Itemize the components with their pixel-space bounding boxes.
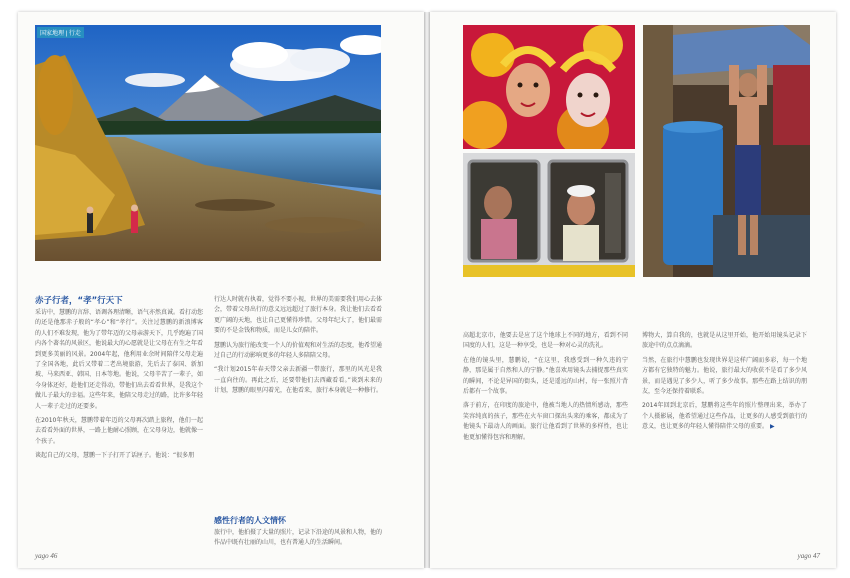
paragraph: 当然，在旅行中慧鹏也发现世界是这样广阔而多彩，每一个地方都有它独特的魅力。他说，旅行最大的收获不是看了多少风景，而是遇见了多少人，听了多少故事。那些在路上结识的朋友，至今还保持着联系。 <box>642 356 807 396</box>
boy-photo <box>643 25 810 277</box>
right-page-number: yago 47 <box>797 552 820 560</box>
landscape-photo <box>35 25 381 261</box>
text-column-4 <box>642 331 807 551</box>
left-page <box>18 12 424 568</box>
text-column-2-end <box>214 528 382 550</box>
article-title: 赤子行者，“孝”行天下 <box>35 296 123 306</box>
paragraph: “我计划2015年春天带父亲去新疆一带旅行，那里的风光是我一直向往的。再此之后，还要带他们去西藏看看。”谈到未来的计划，慧鹏的眼里闪着光，在他看来，旅行本身就是一种修行。 <box>214 366 382 395</box>
paragraph-text: 2014年回到北京后，慧鹏将这些年的照片整理出来，举办了个人摄影展，他希望通过这些作品，让更多的人感受到旅行的意义，也让更多的年轻人懂得陪伴父母的重要。 <box>642 402 807 431</box>
paragraph: 落于前方，在印度的旅途中，他被当地人的热情所感动，那些笑容纯真的孩子，那些在火车窗口探出头来的乘客，都成为了他镜头下最动人的画面。旅行让他看到了世界的多样性，也让他更加懂得包容和理解。 <box>463 402 628 441</box>
paragraph: 在2010年秋天，慧鹏带着年迈的父母再次踏上旅程，他们一起去看看外面的世界，一路上他耐心照顾，在父母身边，他就像一个孩子。 <box>35 417 204 445</box>
article-subheading: 感性行者的人文情怀 <box>214 516 286 525</box>
left-page-number: yago 46 <box>35 552 58 560</box>
paragraph: 谈起自己的父母，慧鹏一下子打开了话匣子。他说：“很多朋 <box>35 452 195 460</box>
text-column-1 <box>35 308 203 548</box>
faces-photo <box>463 25 635 149</box>
text-column-2 <box>214 295 382 507</box>
paragraph: 行达人时就有执着，觉得不要小视，世界的美需要我们用心去体会，带着父母出行的意义远远超过了旅行本身。我让他们去看看更广阔的天地，也让自己更懂得珍惜。父母年纪大了，他们最需要的不是金钱和物质，而是儿女的陪伴。 <box>214 296 382 335</box>
train-photo <box>463 153 635 277</box>
train-image <box>463 153 635 277</box>
end-mark-icon: ▶ <box>769 423 775 431</box>
paragraph: 高超北京市，他要去是应了这个地球上不同的地方，看到不同国度的人们，这是一种享受，也是一种对心灵的洗礼。 <box>463 332 628 350</box>
section-tag: 国家地理 | 行走 <box>37 27 84 38</box>
landscape-image <box>35 25 381 261</box>
text-column-3 <box>463 331 628 551</box>
faces-image <box>463 25 635 149</box>
paragraph: 慧鹏认为旅行能改变一个人的价值观和对生活的态度，他希望通过自己的行动影响更多的年轻人多陪陪父母。 <box>214 341 382 360</box>
paragraph: 在他的镜头里，慧鹏说，“在这里，我感受到一种久违的宁静，那是属于自然和人的宁静。”他喜欢用镜头去捕捉那些真实的瞬间，不论是异国的街头，还是遥远的山村，每一张照片背后都有一个故事。 <box>463 356 628 396</box>
paragraph: 采访中，慧鹏的言辞、语调各理清晰，语气亦然真诚。看打动您的还是他那赤子般的“孝心”和“孝行”。关注过慧鹏的新浪博客的人们不难发现，他为了带年迈的父母亲游天下，几乎跑遍了国内各个著名的风景区，他说最大的心愿就是让父母在有生之年看到更多美丽的风景。2004年起，他利用业余时间陪伴父母走遍了全国各地，此后又带着二老出境旅游，先后去了泰国、新加坡、马来西亚、韩国、日本等地。他说，父母辛苦了一辈子，如今身体还好，趁他们还走得动，带他们出去看看世界，是我这个做儿子最大的幸福。这些年来，他陪父母走过的路，比许多年轻人一辈子走过的还要多。 <box>35 309 204 410</box>
paragraph <box>642 401 807 432</box>
boy-image <box>643 25 810 277</box>
right-page <box>430 12 836 568</box>
paragraph: 旅行中，他拍摄了大量的照片，记录下沿途的风景和人物，他的作品中既有壮丽的山川，也有普通人的生活瞬间。 <box>214 529 382 547</box>
paragraph: 博物大，算自我的，也就是从这里开始，他开始用镜头记录下旅途中的点点滴滴。 <box>642 332 807 350</box>
